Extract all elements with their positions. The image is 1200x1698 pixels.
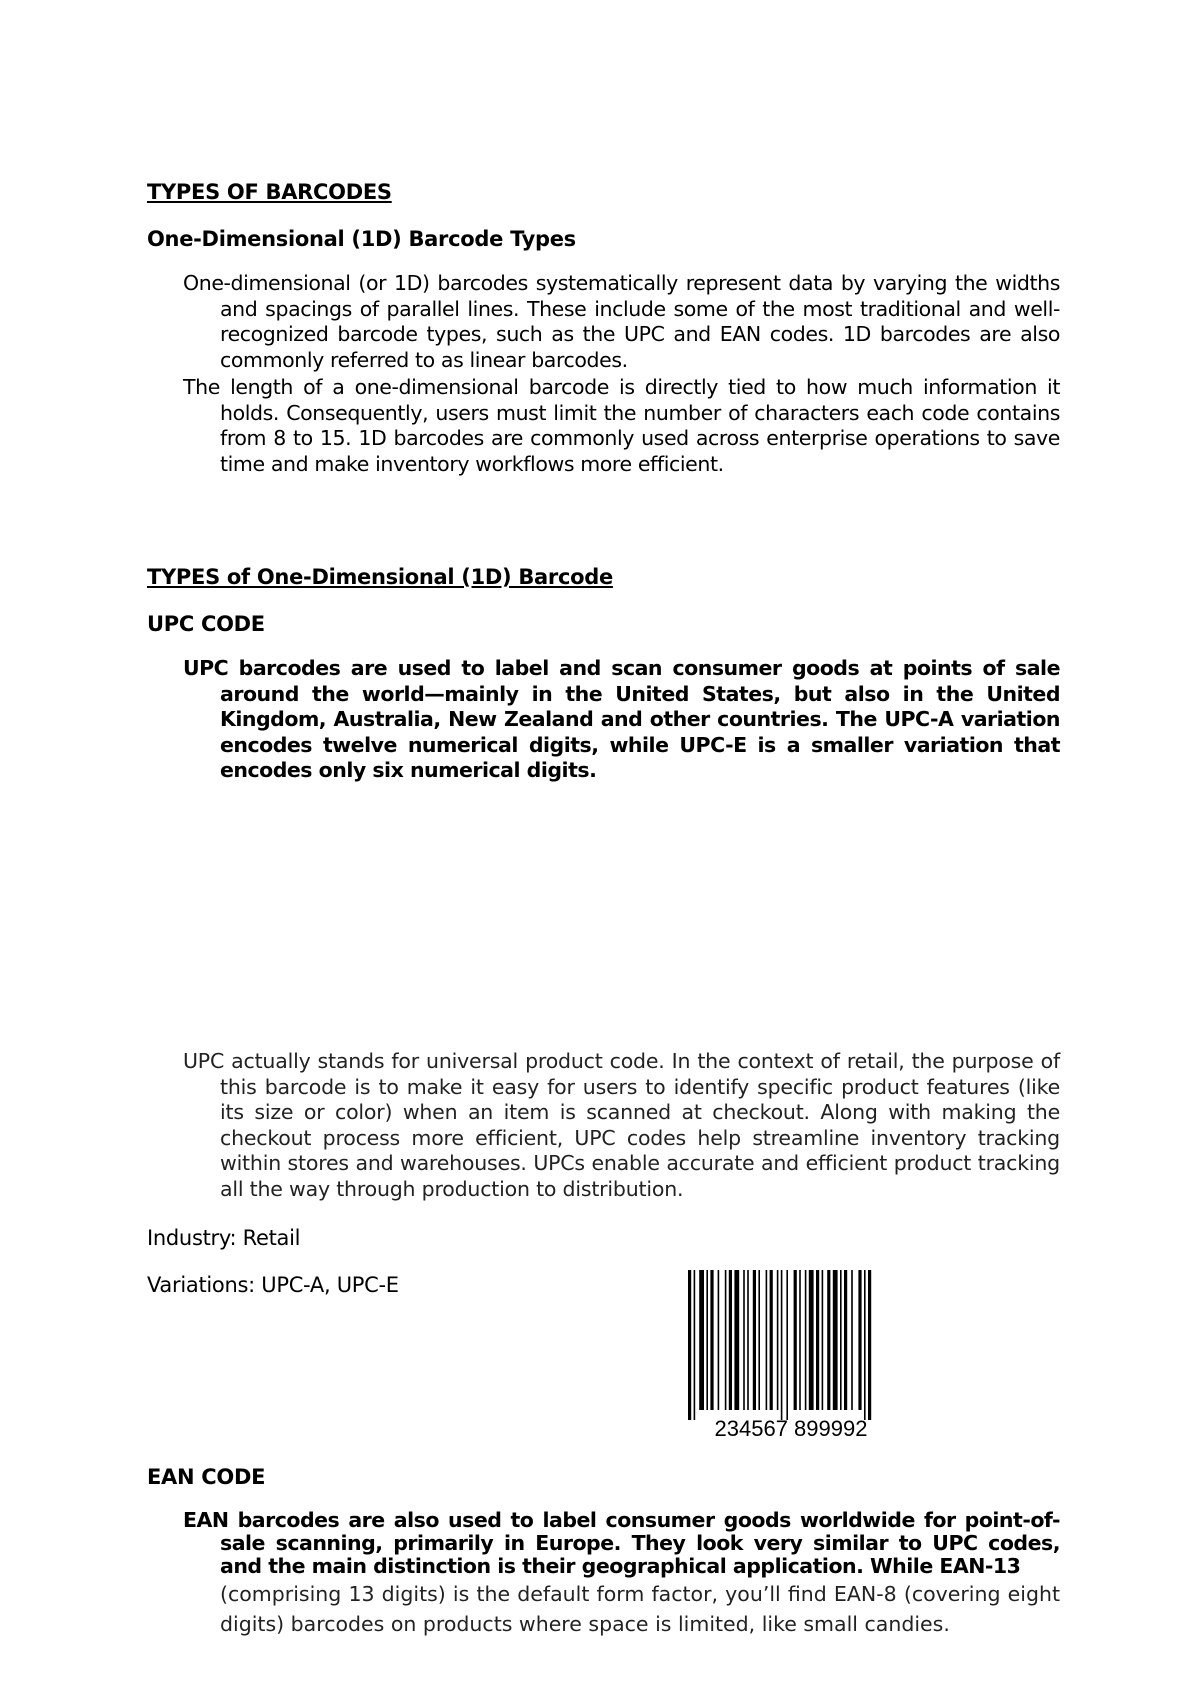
barcode-bar [766,1270,768,1410]
upc-barcode-image [686,1270,896,1440]
paragraph-1d-intro [183,271,1060,477]
paragraph-ean-description-wrap [183,1509,1060,1578]
variations-label: Variations: UPC-A, UPC-E [147,1273,399,1297]
barcode-bar [710,1270,713,1410]
barcode-bar [699,1270,704,1410]
barcode-bar [743,1270,745,1410]
heading-upc-code: UPC CODE [147,612,265,636]
paragraph-1d-definition: One-dimensional (or 1D) barcodes systematically represent data by varying the widths and spacings of parallel lines. These include some of the most traditional and well-recognized barcode types, such as the UPC and EAN codes. 1D barcodes are also commonly referred to as linear barcodes. [183,271,1060,372]
barcode-bar [822,1270,824,1410]
paragraph-upc-meaning-wrap [183,1049,1060,1202]
section-title-types-of-barcodes: TYPES OF BARCODES [147,180,392,204]
barcode-bar [858,1270,861,1410]
paragraph-1d-length: The length of a one-dimensional barcode is directly tied to how much information it holds. Consequently, users must limit the number of characters each code contains from 8 to 15. 1D barcodes are commonly used across enterprise operations to save time and make inventory workflows more efficient. [183,375,1060,476]
barcode-bar [827,1270,830,1410]
paragraph-ean-description: EAN barcodes are also used to label consumer goods worldwide for point-of-sale scanning, primarily in Europe. They look very similar to UPC codes, and the main distinction is their geographical application. While EAN-13 [183,1508,1060,1578]
paragraph-upc-meaning: UPC actually stands for universal product code. In the context of retail, the purpose of this barcode is to make it easy for users to identify specific product features (like its size or color) when an item is scanned at checkout. Along with making the checkout process more efficient, UPC codes help streamline inventory tracking within stores and warehouses. UPCs enable accurate and efficient product tracking all the way through production to distribution. [183,1049,1060,1201]
barcode-bars [688,1270,871,1420]
barcode-bar [770,1270,773,1410]
barcode-bar [747,1270,749,1410]
barcode-bar [706,1270,708,1410]
barcode-bar [805,1270,807,1410]
barcode-bar [809,1270,814,1410]
heading-ean-code: EAN CODE [147,1465,266,1489]
barcode-bar [718,1270,720,1410]
barcode-bar [786,1270,788,1420]
industry-label: Industry: Retail [147,1226,301,1250]
barcode-bar [758,1270,760,1410]
barcode-bar [753,1270,756,1410]
subtitle-1d-barcode-types: One-Dimensional (1D) Barcode Types [147,227,576,251]
paragraph-ean-continuation: (comprising 13 digits) is the default form factor, you’ll find EAN-8 (covering eight digits) barcodes on products where space is limited, like small candies. [220,1582,1060,1636]
barcode-bar [688,1270,691,1420]
barcode-bar [868,1270,871,1420]
barcode-bar [799,1270,801,1410]
barcode-bar [781,1270,783,1420]
barcode-bar [725,1270,727,1410]
barcode-digits: 234567 899992 [714,1416,868,1440]
barcode-bar [734,1270,739,1410]
barcode-bar [864,1270,866,1420]
section-title-types-of-1d: TYPES of One-Dimensional (1D) Barcode [147,565,613,589]
paragraph-upc-description [183,656,1060,784]
barcode-bar [729,1270,732,1410]
barcode-bar [844,1270,847,1410]
barcode-bar [794,1270,797,1410]
paragraph-upc-usage: UPC barcodes are used to label and scan consumer goods at points of sale around the world—mainly in the United States, but also in the United Kingdom, Australia, New Zealand and other countries. The UPC-A variation encodes twelve numerical digits, while UPC-E is a smaller variation that encodes only six numerical digits. [183,656,1060,782]
barcode-bar [816,1270,819,1410]
barcode-bar [777,1270,779,1410]
barcode-bar [851,1270,853,1410]
barcode-bar [833,1270,838,1410]
barcode-bar [840,1270,842,1410]
barcode-bar [694,1270,696,1420]
